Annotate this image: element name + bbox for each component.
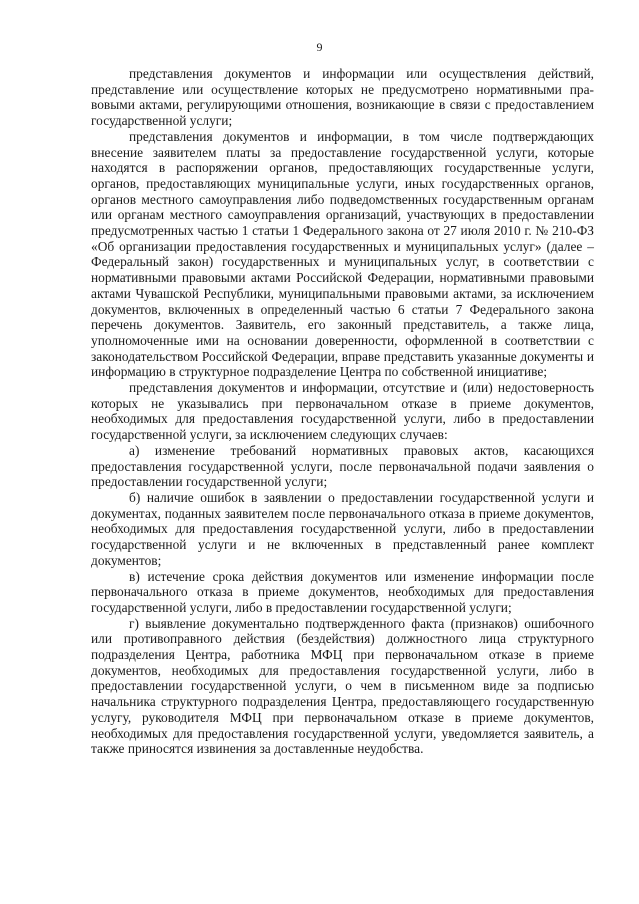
- paragraph-2: представления документов и информации, в том числе подтверждающих внесение заявителем платы за предоставление государственной услуги, которые находятся в распоряжении органов, предоставляющих государственные услуги, органов, предоставляющих муниципальные услуги, иных государственных органов, органов местного самоуправления либо подведомственных государственным органам или органам местного самоуправления организаций, участвующих в предоставлении предусмотренных частью 1 статьи 1 Федерального закона от 27 июля 2010 г. № 210-ФЗ «Об организации предоставления государственных и муниципальных услуг» (далее – Федеральный закон) государственных и муниципальных услуг, в соответствии с нормативными правовыми актами Российской Федерации, нормативными правовыми актами Чувашской Республики, муниципальными правовыми актами, за исключением документов, включенных в определенный частью 6 статьи 7 Федерального закона перечень документов. Заявитель, его законный представитель, а также лица, уполномоченные ими на основании доверенности, оформленной в соответствии с законодательством Российской Федерации, вправе представить указанные документы и информацию в структурное подразделение Центра по собственной инициативе;: [91, 128, 594, 380]
- list-item-g: г) выявление документально подтвержденного факта (признаков) ошибочного или противоправного действия (бездействия) должностного лица структурного подразделения Центра, работника МФЦ при первоначальном отказе в приеме документов, необходимых для предоставления государственной услуги, либо в предоставлении государственной услуги, о чем в письменном виде за подписью начальника структурного подразделения Центра, предоставляющего государственную услугу, руководителя МФЦ при первоначальном отказе в приеме документов, необходимых для предоставления государственной услуги, уведомляется заявитель, а также приносятся извинения за доставленные неудобства.: [91, 615, 594, 757]
- list-item-a: а) изменение требований нормативных правовых актов, касающихся предоставления государственной услуги, после первоначальной подачи заявления о предоставлении государственной услуги;: [91, 442, 594, 490]
- document-body: [91, 66, 594, 757]
- paragraph-3: представления документов и информации, отсутствие и (или) недостоверность которых не указывались при первоначальном отказе в приеме документов, необходимых для предоставления государственной услуги, либо в предоставлении государственной услуги, за исключением следующих случаев:: [91, 380, 594, 443]
- page-number: 9: [316, 40, 323, 54]
- list-item-v: в) истечение срока действия документов или изменение информации после первоначального отказа в приеме документов, необходимых для предоставления государственной услуги, либо в предоставлении государственной услуги;: [91, 568, 594, 615]
- paragraph-1: представления документов и информации или осуществления действий, представление или осуществление которых не предусмотрено нормативными правовыми актами, регулирующими отношения, возникающие в связи с предоставлением государственной услуги;: [91, 66, 594, 129]
- list-item-b: б) наличие ошибок в заявлении о предоставлении государственной услуги и документах, поданных заявителем после первоначального отказа в приеме документов, необходимых для предоставления государственной услуги, либо в предоставлении государственной услуги и не включенных в представленный ранее комплект документов;: [91, 489, 594, 568]
